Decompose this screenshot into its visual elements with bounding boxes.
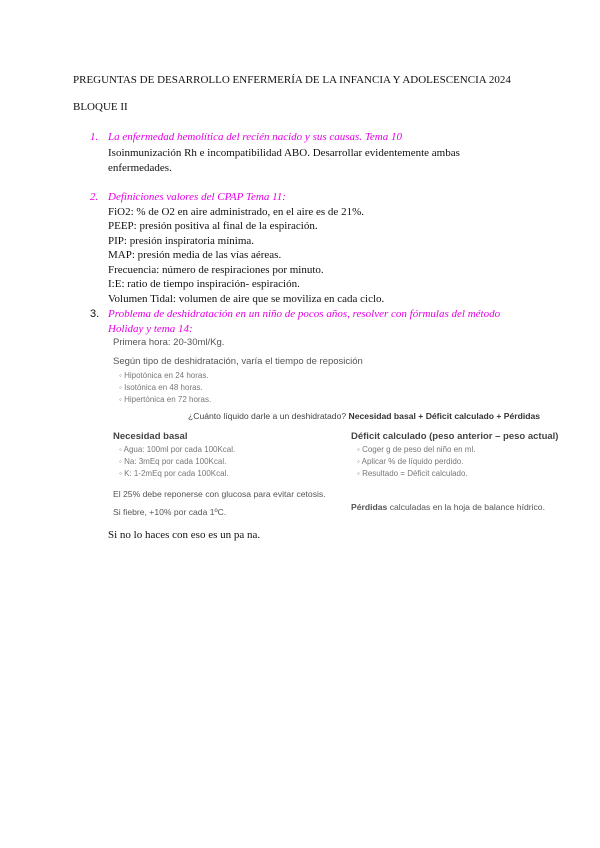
fluid-question-prefix: ¿Cuánto líquido darle a un deshidratado? [188,411,347,421]
item-3-question-line: Problema de deshidratación en un niño de pocos años, resolver con fórmulas del método [108,308,501,320]
cpap-volumen-tidal: Volumen Tidal: volumen de aire que se moviliza en cada ciclo. [108,293,385,305]
losses-note [351,502,545,512]
bullet-icon: ◦ [357,457,362,466]
item-2-question: Definiciones valores del CPAP Tema 11: [108,191,286,203]
basal-title: Necesidad basal [113,431,188,442]
item-3-number: 3. [90,308,100,320]
fever-note: Si fiebre, +10% por cada 1ºC. [113,507,227,517]
losses-label: Pérdidas [351,502,388,512]
fluid-question [188,411,540,421]
bullet-icon: ◦ [357,445,363,454]
cpap-pip: PIP: presión inspiratoria mínima. [108,235,255,247]
bullet-icon: ◦ [119,469,125,478]
bullet-icon: ◦ [119,371,125,380]
reposition-item: ◦ Hipotónica en 24 horas. [119,371,209,380]
cpap-frecuencia: Frecuencia: número de respiraciones por minuto. [108,264,324,276]
first-hour-text: Primera hora: 20-30ml/Kg. [113,337,225,348]
item-3-question-line: Holiday y tema 14: [108,323,193,335]
cpap-map: MAP: presión media de las vías aéreas. [108,249,282,261]
bullet-icon: ◦ [119,395,125,404]
reposition-title: Según tipo de deshidratación, varía el tiempo de reposición [113,356,363,367]
deficit-title: Déficit calculado (peso anterior – peso actual) [351,431,559,442]
item-1-answer-line: enfermedades. [108,162,172,174]
bullet-icon: ◦ [357,469,363,478]
item-1-answer-line: Isoinmunización Rh e incompatibilidad ABO. Desarrollar evidentemente ambas [108,147,460,159]
document-title: PREGUNTAS DE DESARROLLO ENFERMERÍA DE LA INFANCIA Y ADOLESCENCIA 2024 [73,74,511,86]
bullet-icon: ◦ [119,457,125,466]
basal-item: ◦ K: 1-2mEq por cada 100Kcal. [119,469,229,478]
block-heading: BLOQUE II [73,101,128,113]
bullet-icon: ◦ [119,445,124,454]
losses-text: calculadas en la hoja de balance hídrico. [387,502,545,512]
cpap-ie: I:E: ratio de tiempo inspiración- espiración. [108,278,300,290]
deficit-item: ◦ Resultado = Déficit calculado. [357,469,468,478]
glucose-note: El 25% debe reponerse con glucosa para evitar cetosis. [113,489,326,499]
reposition-item: ◦ Hipertónica en 72 horas. [119,395,212,404]
item-1-number: 1. [90,131,99,143]
item-2-number: 2. [90,191,99,203]
cpap-peep: PEEP: presión positiva al final de la espiración. [108,220,318,232]
reposition-item: ◦ Isotónica en 48 horas. [119,383,203,392]
basal-item: ◦ Agua: 100ml por cada 100Kcal. [119,445,236,454]
closing-line: Si no lo haces con eso es un pa na. [108,529,261,541]
bullet-icon: ◦ [119,383,125,392]
deficit-item: ◦ Coger g de peso del niño en ml. [357,445,476,454]
basal-item: ◦ Na: 3mEq por cada 100Kcal. [119,457,227,466]
fluid-formula: Necesidad basal + Déficit calculado + Pérdidas [348,411,541,421]
cpap-fio2: FiO2: % de O2 en aire administrado, en el aire es de 21%. [108,206,364,218]
item-1-question: La enfermedad hemolítica del recién nacido y sus causas. Tema 10 [108,131,403,143]
deficit-item: ◦ Aplicar % de líquido perdido. [357,457,464,466]
